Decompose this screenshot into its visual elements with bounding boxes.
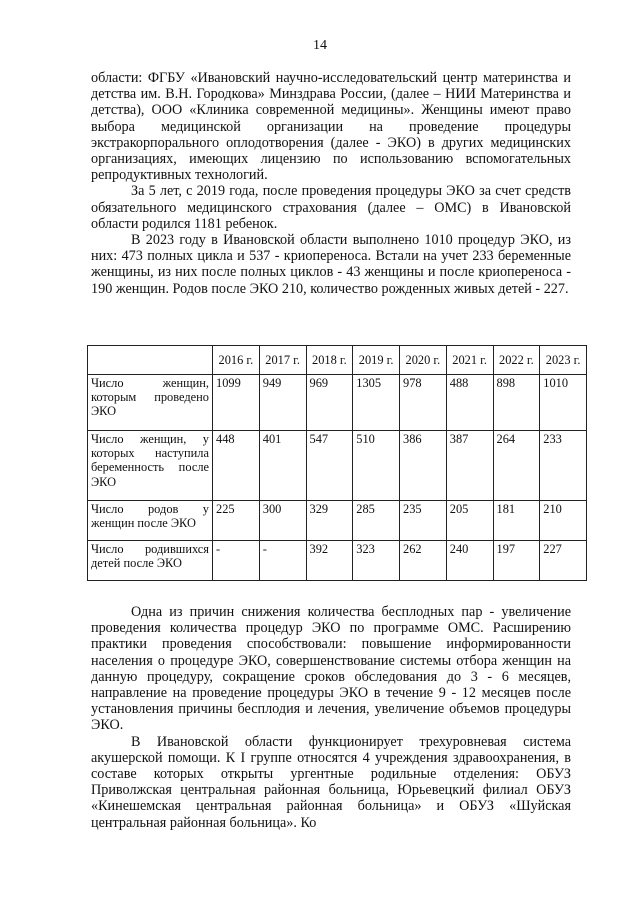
table-cell: 547: [306, 431, 353, 501]
paragraph: В 2023 году в Ивановской области выполнено 1010 процедур ЭКО, из них: 473 полных цикла и 537 - криопереноса. Встали на учет 233 беременные женщины, из них после полных циклов - 43 женщины и после криопереноса - 190 женщин. Родов после ЭКО 210, количество рожденных живых детей - 227.: [91, 232, 571, 297]
table-row: [88, 501, 587, 541]
paragraph: За 5 лет, с 2019 года, после проведения процедуры ЭКО за счет средств обязательного медицинского страхования (далее – ОМС) в Ивановской области родился 1181 ребенок.: [91, 183, 571, 232]
page-number: 14: [313, 38, 327, 53]
bottom-text-block: [91, 604, 571, 831]
row-label: Число женщин, у которых наступила беременность после ЭКО: [88, 431, 213, 501]
table-cell: 386: [400, 431, 447, 501]
table-cell: 235: [400, 501, 447, 541]
table-cell: 387: [446, 431, 493, 501]
table-row: [88, 541, 587, 581]
table-cell: 264: [493, 431, 540, 501]
table-cell: 510: [353, 431, 400, 501]
table-cell: 329: [306, 501, 353, 541]
year-header: 2019 г.: [353, 346, 400, 375]
table-cell: 262: [400, 541, 447, 581]
table-cell: -: [259, 541, 306, 581]
table-header-row: [88, 346, 587, 375]
table-cell: 448: [213, 431, 260, 501]
table-cell: -: [213, 541, 260, 581]
row-label: Число родов у женщин после ЭКО: [88, 501, 213, 541]
table-cell: 969: [306, 375, 353, 431]
table-row: [88, 431, 587, 501]
table-row: [88, 375, 587, 431]
paragraph: области: ФГБУ «Ивановский научно-исследовательский центр материнства и детства им. В.Н. Городкова» Минздрава России, (далее – НИИ Материнства и детства), ООО «Клиника современной медицины». Женщины имеют право выбора медицинской организации на проведение процедуры экстракорпорального оплодотворения (далее - ЭКО) в других медицинских организациях, имеющих лицензию по использованию вспомогательных репродуктивных технологий.: [91, 70, 571, 184]
table-cell: 240: [446, 541, 493, 581]
year-header: 2017 г.: [259, 346, 306, 375]
table-cell: 300: [259, 501, 306, 541]
table-cell: 205: [446, 501, 493, 541]
table-cell: 898: [493, 375, 540, 431]
table-cell: 488: [446, 375, 493, 431]
year-header: 2022 г.: [493, 346, 540, 375]
table-cell: 1099: [213, 375, 260, 431]
table-cell: 949: [259, 375, 306, 431]
year-header: 2020 г.: [400, 346, 447, 375]
ivf-statistics-table: [87, 345, 587, 581]
year-header: 2016 г.: [213, 346, 260, 375]
year-header: 2023 г.: [540, 346, 587, 375]
table-cell: 233: [540, 431, 587, 501]
table-cell: 210: [540, 501, 587, 541]
table-cell: 323: [353, 541, 400, 581]
year-header: 2021 г.: [446, 346, 493, 375]
table-cell: 225: [213, 501, 260, 541]
table-cell: 1305: [353, 375, 400, 431]
paragraph: Одна из причин снижения количества бесплодных пар - увеличение проведения количества процедур ЭКО по программе ОМС. Расширению практики проведения способствовали: повышение информированности населения о процедуре ЭКО, совершенствование системы отбора женщин на данную процедуру, сокращение сроков обследования до 3 - 6 месяцев, направление на проведение процедуры ЭКО в течение 9 - 12 месяцев после установления причины бесплодия и лечения, увеличение объемов процедуры ЭКО.: [91, 604, 571, 734]
row-label: Число родившихся детей после ЭКО: [88, 541, 213, 581]
table-cell: 392: [306, 541, 353, 581]
row-label: Число женщин, которым проведено ЭКО: [88, 375, 213, 431]
table-cell: 978: [400, 375, 447, 431]
table-cell: 197: [493, 541, 540, 581]
top-text-block: [91, 70, 571, 297]
table-cell: 1010: [540, 375, 587, 431]
table-cell: 181: [493, 501, 540, 541]
table-cell: 285: [353, 501, 400, 541]
year-header: 2018 г.: [306, 346, 353, 375]
table-cell: 401: [259, 431, 306, 501]
table-cell: 227: [540, 541, 587, 581]
paragraph: В Ивановской области функционирует трехуровневая система акушерской помощи. К I группе относятся 4 учреждения здравоохранения, в составе которых открыты ургентные родильные отделения: ОБУЗ Приволжская центральная районная больница, Юрьевецкий филиал ОБУЗ «Кинешемская центральная районная больница» и ОБУЗ «Шуйская центральная районная больница». Ко: [91, 733, 571, 831]
table-corner-cell: [88, 346, 213, 375]
